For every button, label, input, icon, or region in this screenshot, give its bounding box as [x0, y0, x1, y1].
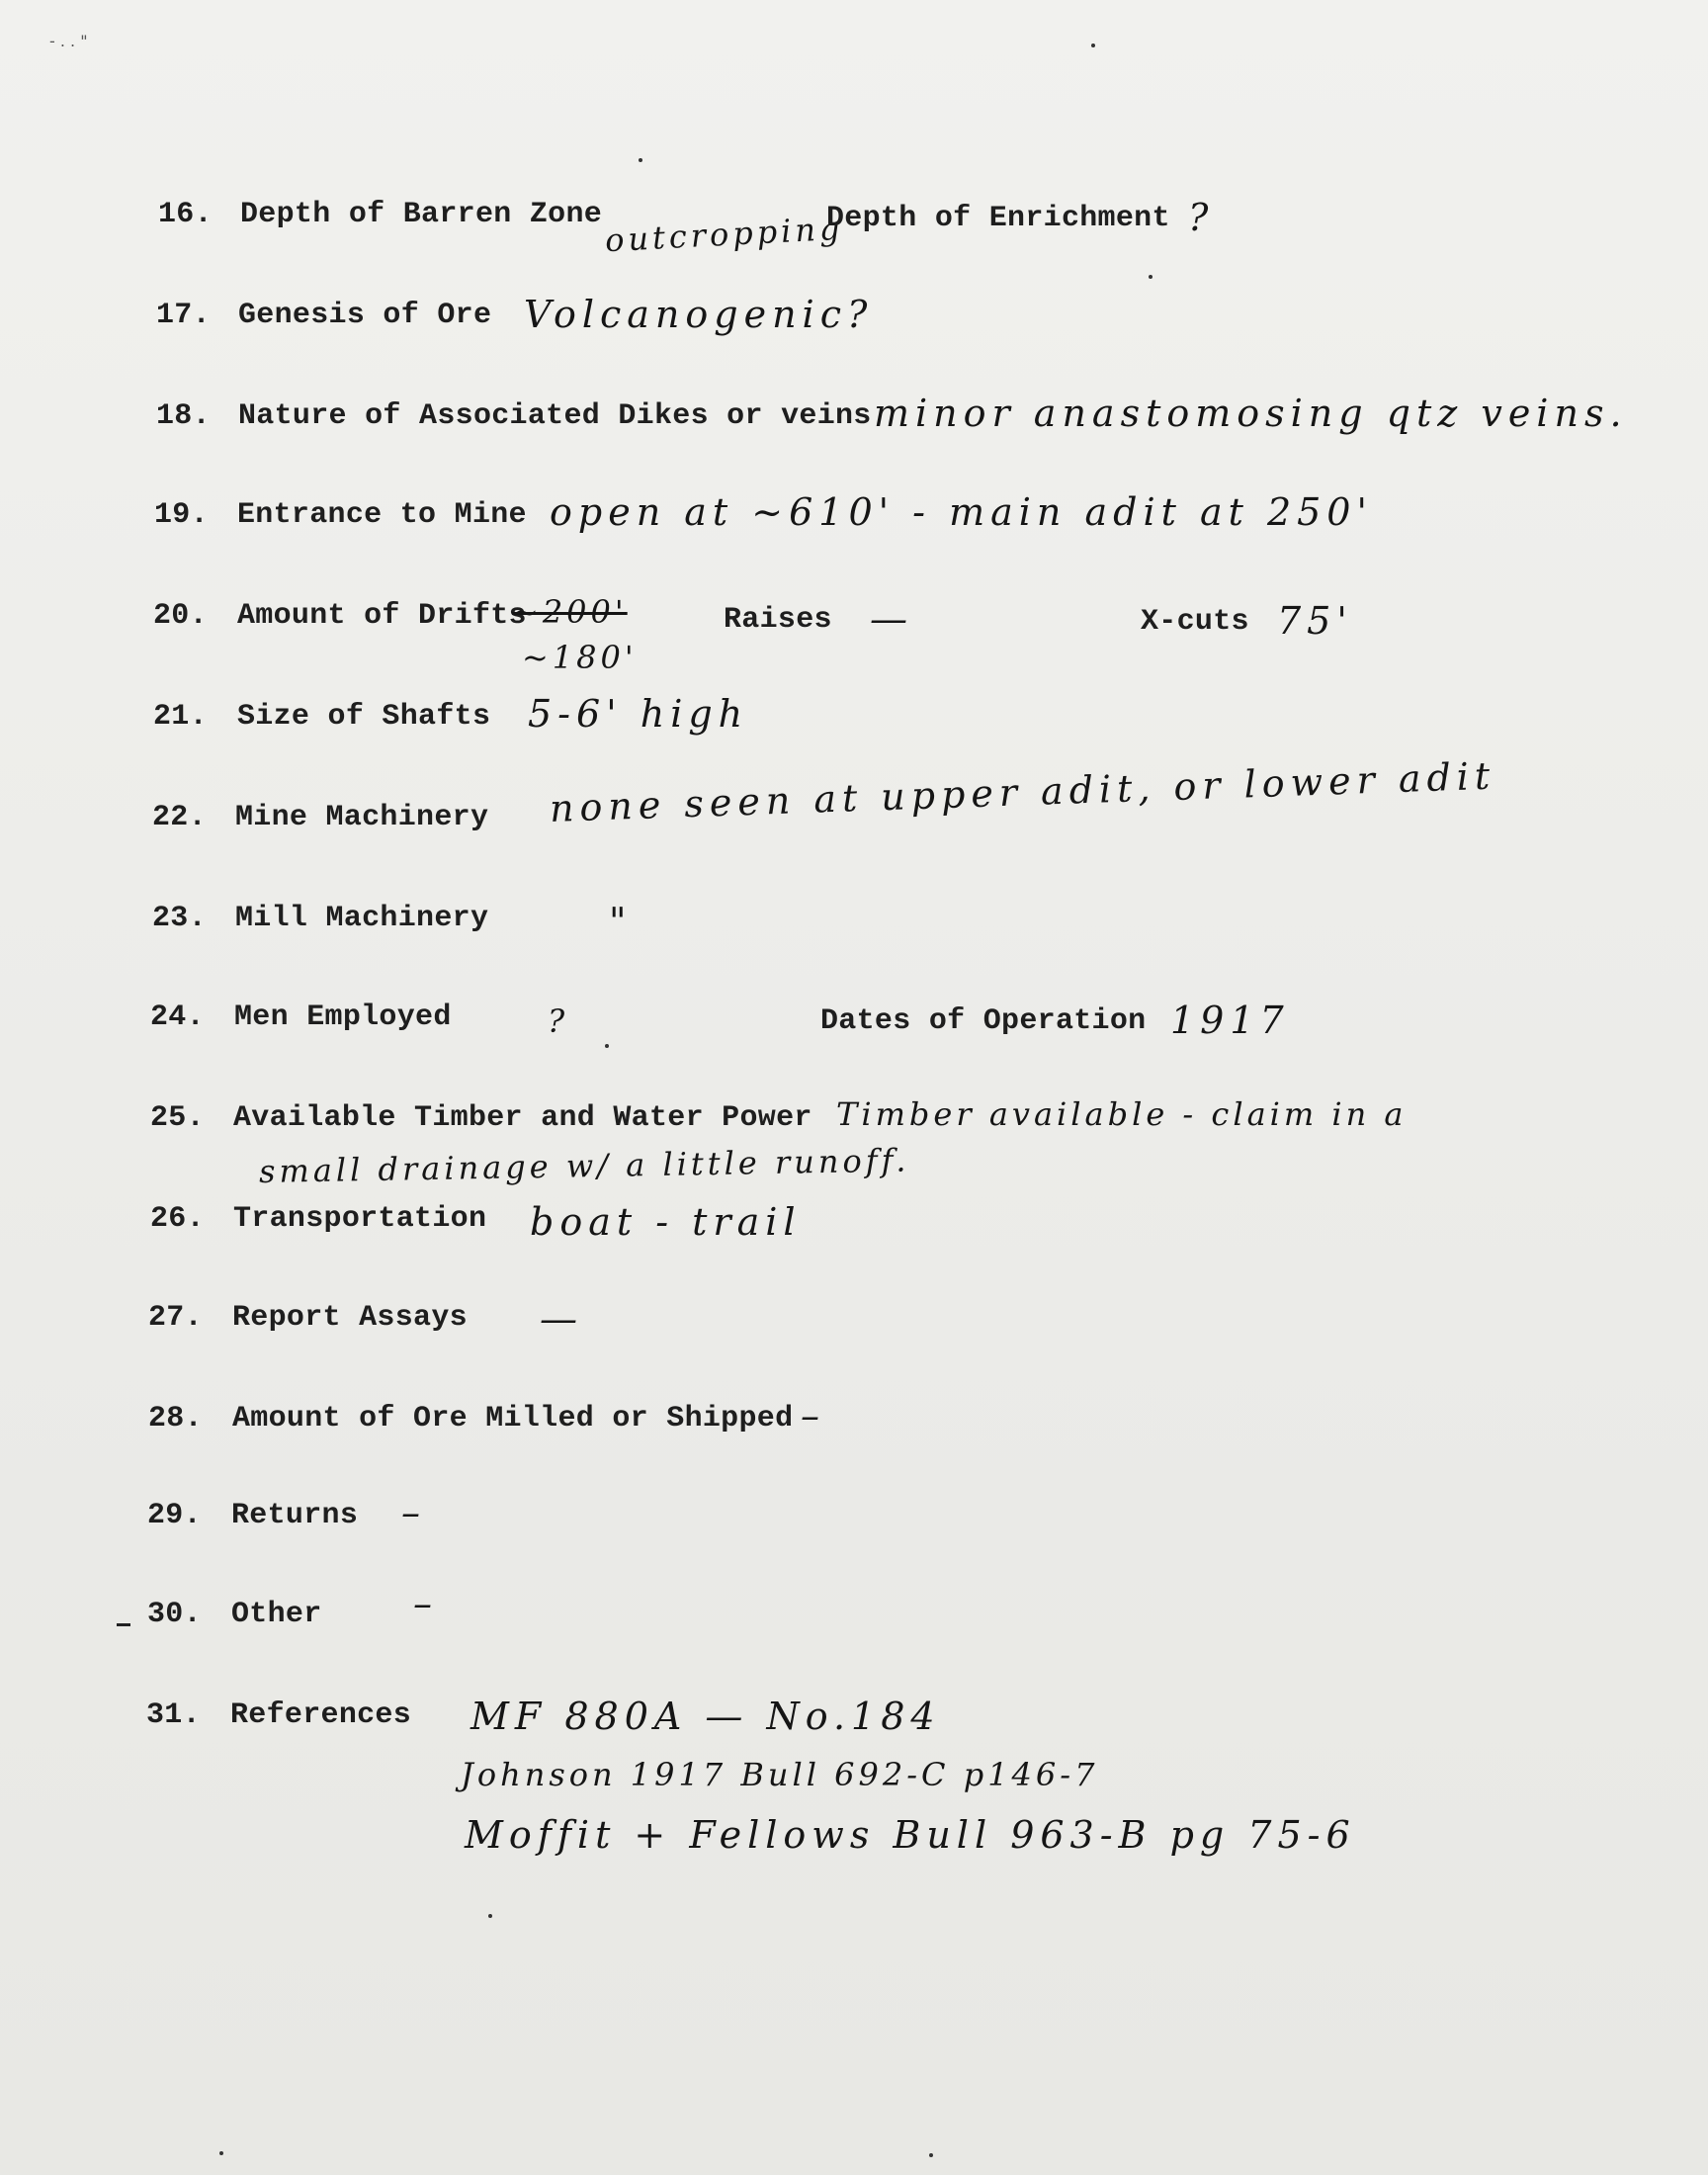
item-25-answer-continued: small drainage w/ a little runoff. — [258, 1141, 910, 1190]
item-23-number: 23. — [152, 902, 207, 935]
item-22-label: Mine Machinery — [235, 801, 489, 834]
item-20-struck-answer: ~200' — [512, 593, 628, 631]
stray-dot — [929, 2153, 933, 2157]
item-23-label: Mill Machinery — [235, 902, 489, 935]
item-21-label: Size of Shafts — [237, 700, 491, 734]
item-22-answer: none seen at upper adit, or lower adit — [549, 753, 1496, 830]
item-23-answer: " — [609, 900, 633, 943]
stray-dot — [1149, 275, 1153, 279]
item-30-answer: – — [413, 1582, 438, 1625]
item-29-label: Returns — [231, 1499, 359, 1532]
item-17-label: Genesis of Ore — [238, 299, 492, 332]
reference-2: Johnson 1917 Bull 692-C p146-7 — [461, 1756, 1099, 1793]
item-19-answer: open at ~610' - main adit at 250' — [550, 490, 1373, 534]
item-20-answer3: 75' — [1277, 599, 1353, 643]
item-29-number: 29. — [147, 1499, 202, 1532]
item-20-label: Amount of Drifts — [237, 599, 527, 633]
item-28-label: Amount of Ore Milled or Shipped — [232, 1402, 794, 1436]
item-26-label: Transportation — [233, 1202, 487, 1236]
item-22-number: 22. — [152, 801, 207, 834]
item-24-label: Men Employed — [234, 1000, 452, 1034]
reference-1: MF 880A — No.184 — [470, 1695, 941, 1738]
item-24-answer: ? — [548, 1002, 569, 1040]
item-19-label: Entrance to Mine — [237, 498, 527, 532]
item-16-label: Depth of Barren Zone — [240, 198, 603, 231]
item-27-answer: — — [540, 1297, 583, 1341]
item-26-answer: boat - trail — [530, 1200, 802, 1244]
reference-3: Moffit + Fellows Bull 963-B pg 75-6 — [465, 1813, 1356, 1857]
item-16-label2: Depth of Enrichment — [826, 202, 1170, 235]
item-25-answer: Timber available - claim in a — [836, 1095, 1408, 1133]
item-16-number: 16. — [158, 198, 213, 231]
item-19-number: 19. — [154, 498, 209, 532]
item-25-number: 25. — [150, 1101, 205, 1135]
stray-dot — [219, 2151, 223, 2155]
item-21-answer: 5-6' high — [528, 692, 749, 736]
item-18-label: Nature of Associated Dikes or veins — [238, 399, 872, 433]
item-25-label: Available Timber and Water Power — [233, 1101, 812, 1135]
item-17-number: 17. — [156, 299, 211, 332]
item-20-answer: ~180' — [522, 639, 638, 676]
stray-dot — [488, 1914, 492, 1918]
item-28-answer: – — [801, 1394, 825, 1437]
stray-dot — [605, 1044, 609, 1048]
stray-dot — [1091, 44, 1095, 47]
item-28-number: 28. — [148, 1402, 203, 1436]
item-31-label: References — [230, 1698, 412, 1732]
corner-mark: - . . " — [49, 32, 88, 50]
item-27-number: 27. — [148, 1301, 203, 1335]
item-24-label2: Dates of Operation — [820, 1004, 1147, 1038]
item-17-answer: Volcanogenic? — [524, 293, 874, 336]
item-18-answer: minor anastomosing qtz veins. — [874, 392, 1628, 435]
item-26-number: 26. — [150, 1202, 205, 1236]
item-21-number: 21. — [153, 700, 208, 734]
item-16-answer: outcropping — [604, 209, 845, 260]
item-16-answer2: ? — [1188, 196, 1215, 239]
item-20-label2: Raises — [724, 603, 832, 637]
item-18-number: 18. — [156, 399, 211, 433]
item-31-number: 31. — [146, 1698, 201, 1732]
item-24-number: 24. — [150, 1000, 205, 1034]
item-24-answer2: 1917 — [1170, 999, 1290, 1042]
item-30-number: 30. — [147, 1598, 202, 1631]
item-20-label3: X-cuts — [1141, 605, 1249, 639]
item-29-answer: – — [401, 1491, 426, 1534]
item-20-number: 20. — [153, 599, 208, 633]
item-30-label: Other — [231, 1598, 322, 1631]
item-20-answer2: — — [870, 597, 913, 641]
item-27-label: Report Assays — [232, 1301, 468, 1335]
margin-dash — [117, 1623, 130, 1626]
stray-dot — [639, 158, 642, 162]
